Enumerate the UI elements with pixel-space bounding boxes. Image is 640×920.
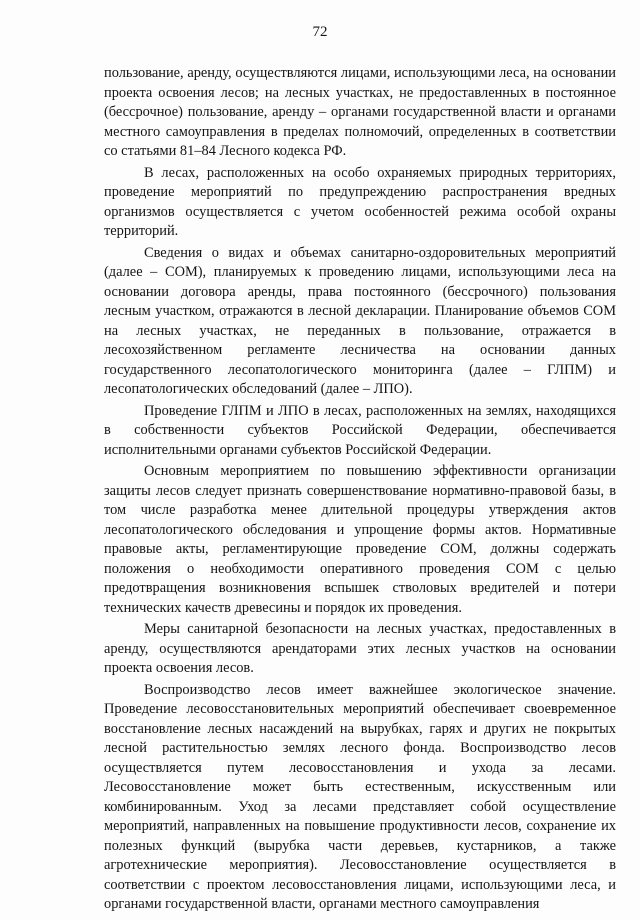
paragraph-main-measure: Основным мероприятием по повышению эффективности организации защиты лесов следует признать совершенствование нормативно-правовой базы, в том числе разработка менее длительной процедуры утверждения актов лесопатологического обследования и упрощение формы актов. Нормативные правовые акты, регламентирующие проведение СОМ, должны содержать положения о необходимости оперативного проведения СОМ с целью предотвращения возникновения вспышек стволовых вредителей и потери технических качеств древесины и порядок их проведения.: [104, 463, 616, 616]
paragraph-reforestation: Воспроизводство лесов имеет важнейшее экологическое значение. Проведение лесовосстановительных мероприятий обеспечивает своевременное восстановление лесных насаждений на вырубках, гарях и других не покрытых лесной растительностью землях лесного фонда. Воспроизводство лесов осуществляется путем лесовосстановления и ухода за лесами. Лесовосстановление может быть естественным, искусственным или комбинированным. Уход за лесами представляет собой осуществление мероприятий, направленных на повышение продуктивности лесов, сохранение их полезных функций (вырубка части деревьев, кустарников, а также агротехнические мероприятия). Лесовосстановление осуществляется в соответствии с проектом лесовосстановления лицами, использующими леса, и органами государственной власти, органами местного самоуправления: [104, 681, 616, 912]
paragraph-continuation: пользование, аренду, осуществляются лицами, использующими леса, на основании проекта освоения лесов; на лесных участках, не предоставленных в постоянное (бессрочное) пользование, аренду – органами государственной власти и органами местного самоуправления в пределах полномочий, определенных в соответствии со статьями 81–84 Лесного кодекса РФ.: [104, 65, 616, 159]
page-number: 72: [312, 24, 328, 40]
paragraph-protected-territories: В лесах, расположенных на особо охраняемых природных территориях, проведение мероприятий по предупреждению распространения вредных организмов осуществляется с учетом особенностей режима особой охраны территорий.: [104, 164, 616, 239]
paragraph-glpm-lpo: Проведение ГЛПМ и ЛПО в лесах, расположенных на землях, находящихся в собственности субъектов Российской Федерации, обеспечивается исполнительными органами субъектов Российской Федерации.: [104, 402, 616, 458]
paragraph-sanitary-measures: Меры санитарной безопасности на лесных участках, предоставленных в аренду, осуществляются арендаторами этих лесных участков на основании проекта освоения лесов.: [104, 621, 616, 676]
paragraph-som-planning: Сведения о видах и объемах санитарно-оздоровительных мероприятий (далее – СОМ), планируемых к проведению лицами, использующими леса на основании договора аренды, права постоянного (бессрочного) пользования лесным участком, отражаются в лесной декларации. Планирование объемов СОМ на лесных участках, не переданных в пользование, отражается в лесохозяйственном регламенте лесничества на основании данных государственного лесопатологического мониторинга (далее – ГЛПМ) и лесопатологических обследований (далее – ЛПО).: [104, 244, 616, 397]
document-text: [104, 64, 616, 917]
